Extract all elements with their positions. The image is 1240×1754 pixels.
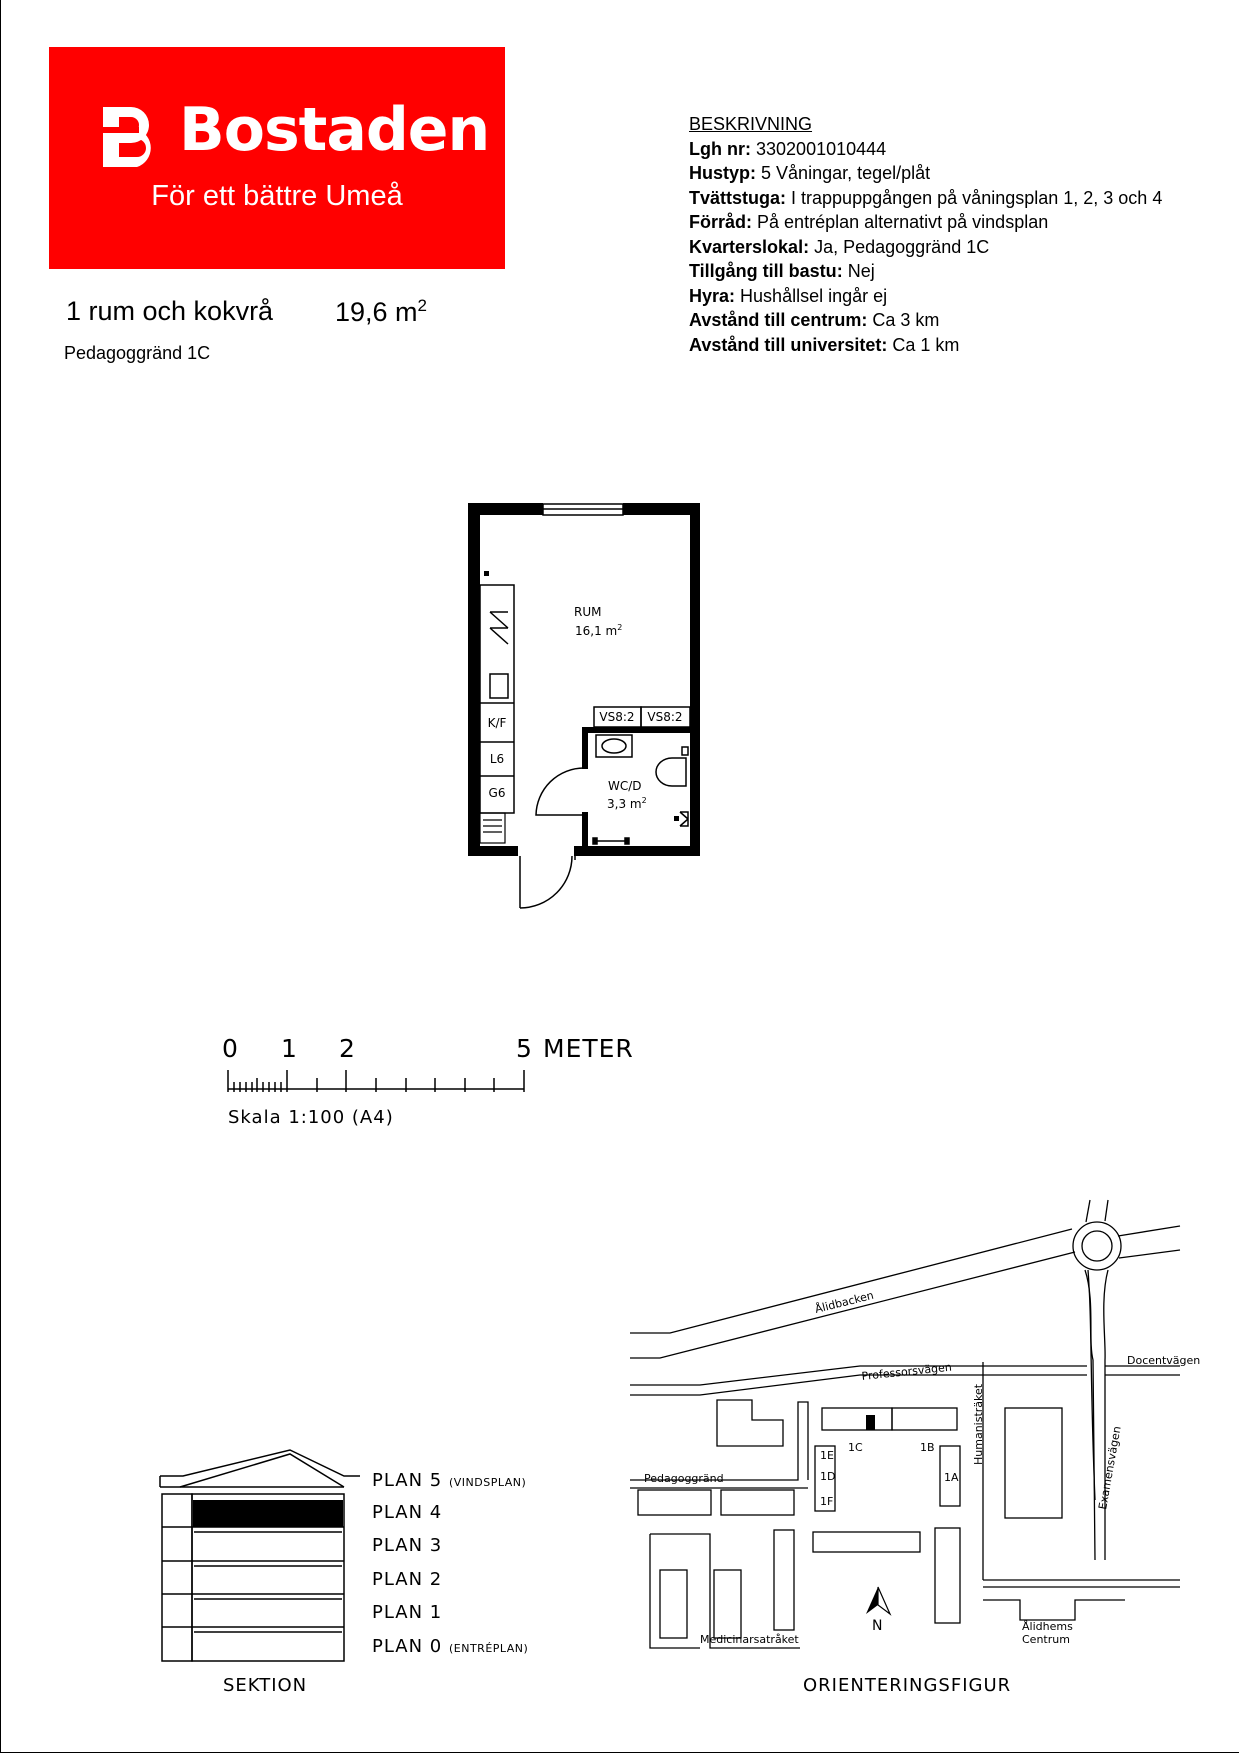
plan-2-name: PLAN 2 [372,1569,443,1590]
description-value: I trappuppgången på våningsplan 1, 2, 3 och 4 [791,187,1163,208]
description-value: 3302001010444 [756,138,887,159]
cabinet-label-g6: G6 [488,786,506,800]
building-label-1e: 1E [820,1449,834,1462]
scale-label-1: 1 [281,1034,297,1063]
description-label: Avstånd till universitet [689,334,882,355]
apartment-address: Pedagoggränd 1C [64,343,211,363]
section-caption: SEKTION [223,1675,308,1696]
center-label-line1: Ålidhems [1022,1620,1073,1633]
logo-name: Bostaden [179,95,490,165]
description-heading: BESKRIVNING [689,114,813,134]
street-professorsvagen: Professorsvägen [860,1360,953,1383]
wardrobe-label-1: VS8:2 [599,710,635,724]
cabinet-label-l6: L6 [489,752,505,766]
building-1c-marker [866,1415,875,1430]
street-docentvagen: Docentvägen [1127,1354,1201,1367]
description-label: Lgh nr [689,138,745,159]
bath-area-value: 3,3 m [607,797,642,811]
description-separator: : [881,334,888,355]
plan-0-name: PLAN 0 [372,1636,443,1657]
description-label: Hyra [689,285,730,306]
description-value: På entréplan alternativt på vindsplan [757,212,1049,232]
street-alidbacken: Ålidbacken [813,1288,876,1316]
bath-name: WC/D [608,779,642,793]
scale-unit: METER [543,1034,634,1063]
plan-4-name: PLAN 4 [372,1502,443,1523]
scale-label-2: 2 [339,1034,355,1063]
description-separator: : [750,163,757,183]
north-label: N [872,1618,883,1634]
description-label: Tillgång till bastu [689,261,837,281]
plan-5-note: (VINDSPLAN) [448,1476,527,1489]
description-separator: : [746,212,753,232]
plan-3-name: PLAN 3 [372,1535,443,1556]
description-separator: : [780,187,787,208]
plan-5-name: PLAN 5 [372,1470,443,1491]
description-label: Förråd [689,212,747,232]
street-humanisttraket: Humanisträket [972,1383,985,1465]
description-label: Hustyp [689,163,751,183]
description-value: Nej [847,261,875,281]
scale-text: Skala 1:100 (A4) [228,1107,394,1128]
wardrobe-label-2: VS8:2 [647,710,683,724]
description-label: Avstånd till centrum [689,310,862,330]
bath-area-sup: 2 [641,796,647,805]
apartment-type: 1 rum och kokvrå [66,296,274,326]
room-area-value: 16,1 m [575,624,618,638]
building-label-1b: 1B [920,1441,935,1454]
room-name: RUM [574,605,602,619]
plan-1-name: PLAN 1 [372,1602,443,1623]
apartment-area-value: 19,6 m [335,297,418,327]
description-separator: : [803,236,810,257]
cabinet-label-kf: K/F [487,716,507,730]
street-pedagoggrand: Pedagoggränd [644,1472,724,1485]
description-label: Tvättstuga [689,187,781,208]
building-label-1a: 1A [944,1471,959,1484]
description-separator: : [729,285,736,306]
north-arrow-icon [866,1587,890,1634]
plan-0-note: (ENTRÉPLAN) [448,1642,529,1655]
building-label-1c: 1C [848,1441,863,1454]
description-separator: : [861,310,868,330]
description-separator: : [745,138,751,159]
scale-label-5: 5 [516,1034,532,1063]
scale-label-0: 0 [222,1034,238,1063]
description-value: Ca 1 km [892,334,960,355]
room-area-sup: 2 [617,623,623,632]
description-label: Kvarterslokal [689,236,804,257]
street-examensvagen: Examensvägen [1096,1425,1124,1511]
description-value: Ja, Pedagoggränd 1C [814,236,990,257]
building-label-1f: 1F [820,1495,834,1508]
map-caption: ORIENTERINGSFIGUR [803,1675,1012,1696]
description-value: Hushållsel ingår ej [740,285,888,306]
logo-tagline: För ett bättre Umeå [151,180,403,212]
center-label-line2: Centrum [1022,1633,1070,1646]
street-medicinarstraket: Medicinarsatråket [700,1633,799,1646]
description-separator: : [836,261,843,281]
description-value: Ca 3 km [872,310,940,330]
building-label-1d: 1D [820,1470,836,1483]
description-value: 5 Våningar, tegel/plåt [761,163,931,183]
apartment-area-sup: 2 [417,296,428,315]
